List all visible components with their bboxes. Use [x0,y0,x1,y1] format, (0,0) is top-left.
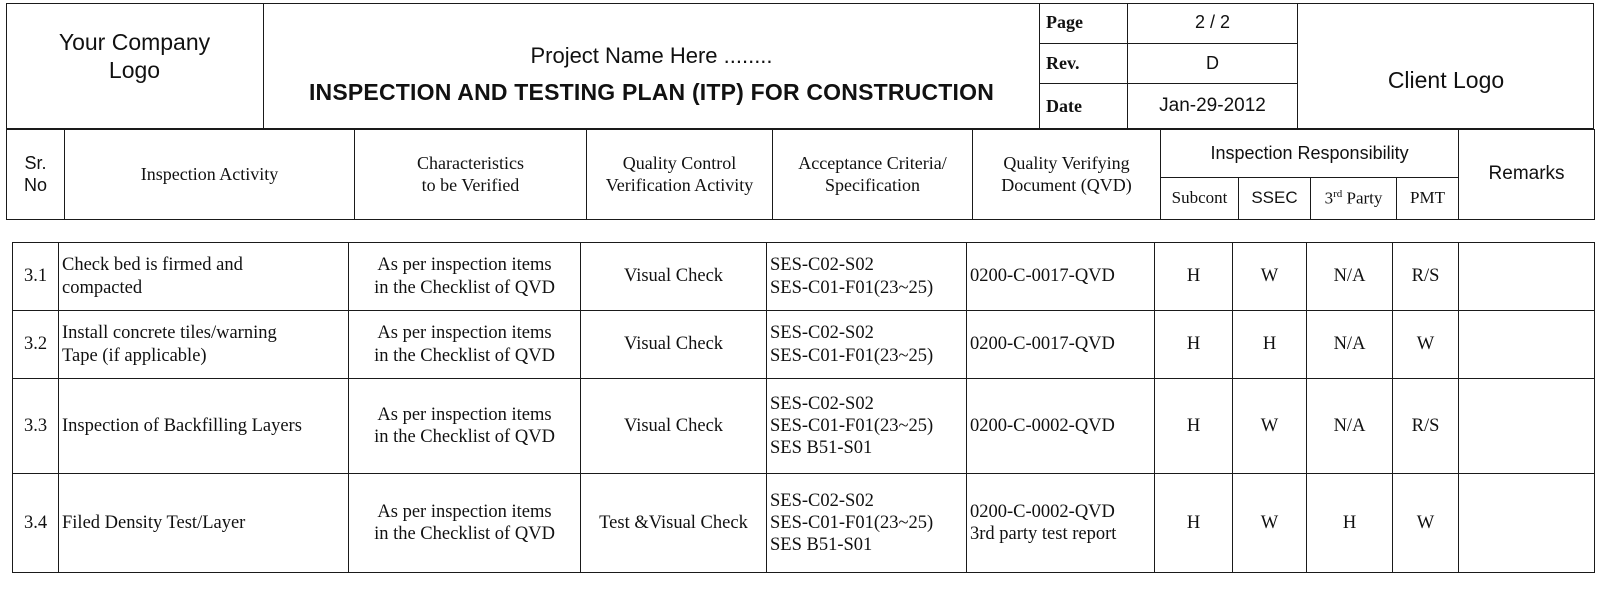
company-logo-cell [6,3,264,129]
cell-acceptance-line: SES-C01-F01(23~25) [770,277,934,298]
cell-remarks [1459,474,1595,573]
cell-subcont: H [1155,379,1233,474]
cell-acceptance [767,311,967,379]
cell-characteristics-line: As per inspection items [377,255,552,276]
cell-characteristics-line: As per inspection items [377,323,552,344]
cell-activity-line: Inspection of Backfilling Layers [62,415,302,436]
itp-body-table [12,242,1595,573]
cell-acceptance-line: SES-C01-F01(23~25) [770,512,934,533]
cell-characteristics-line: in the Checklist of QVD [374,277,555,298]
col-pmt: PMT [1397,178,1459,220]
cell-activity-line: Tape (if applicable) [62,345,207,366]
cell-activity [59,311,349,379]
col-ssec: SSEC [1239,178,1311,220]
cell-acceptance-line: SES-C02-S02 [770,323,874,344]
cell-sr-no: 3.4 [13,474,59,573]
table-row [13,243,1595,311]
client-logo: Client Logo [1387,67,1505,93]
cell-third-party: N/A [1307,311,1393,379]
table-row [13,474,1595,573]
cell-acceptance-line: SES-C02-S02 [770,255,874,276]
cell-qvd-line: 0200-C-0002-QVD [970,415,1115,436]
cell-third-party: H [1307,474,1393,573]
cell-ssec: W [1233,379,1307,474]
col-remarks: Remarks [1459,130,1595,220]
cell-pmt: W [1393,474,1459,573]
cell-activity [59,243,349,311]
cell-acceptance-line: SES B51-S01 [770,438,873,459]
project-name: Project Name Here ........ [530,43,773,68]
cell-qvd-line: 3rd party test report [970,524,1117,544]
cell-qc-activity: Visual Check [581,311,767,379]
cell-characteristics [349,474,581,573]
date-label: Date [1040,84,1128,129]
col-qvd: Quality Verifying Document (QVD) [973,130,1161,220]
cell-sr-no: 3.1 [13,243,59,311]
cell-qvd-line: 0200-C-0017-QVD [970,266,1115,287]
col-sr-no: Sr. No [7,130,65,220]
cell-third-party: N/A [1307,243,1393,311]
cell-subcont: H [1155,243,1233,311]
page-label: Page [1040,3,1128,44]
cell-activity-line: Check bed is firmed and [62,255,243,276]
col-subcont: Subcont [1161,178,1239,220]
cell-remarks [1459,243,1595,311]
cell-qc-activity: Test &Visual Check [581,474,767,573]
cell-acceptance-line: SES-C01-F01(23~25) [770,345,934,366]
cell-qvd-line: 0200-C-0017-QVD [970,334,1115,355]
cell-remarks [1459,379,1595,474]
col-inspection-activity: Inspection Activity [65,130,355,220]
col-third-party: 3rd Party [1311,178,1397,220]
cell-qvd [967,474,1155,573]
date-value: Jan-29-2012 [1128,84,1298,129]
cell-activity-line: Install concrete tiles/warning [62,323,277,344]
cell-activity [59,474,349,573]
cell-characteristics-line: As per inspection items [377,404,552,425]
cell-ssec: W [1233,474,1307,573]
cell-acceptance-line: SES B51-S01 [770,535,873,556]
cell-qvd [967,243,1155,311]
cell-sr-no: 3.3 [13,379,59,474]
company-logo: Your Company Logo [58,29,211,83]
page-value: 2 / 2 [1128,3,1298,44]
cell-pmt: W [1393,311,1459,379]
cell-qc-activity: Visual Check [581,243,767,311]
cell-acceptance-line: SES-C02-S02 [770,393,874,414]
cell-characteristics-line: in the Checklist of QVD [374,427,555,447]
cell-sr-no: 3.2 [13,311,59,379]
cell-qvd [967,311,1155,379]
cell-third-party: N/A [1307,379,1393,474]
cell-acceptance [767,379,967,474]
cell-activity-line: Filed Density Test/Layer [62,512,246,533]
cell-characteristics [349,379,581,474]
cell-qvd-line: 0200-C-0002-QVD [970,501,1115,522]
cell-acceptance [767,243,967,311]
cell-characteristics-line: in the Checklist of QVD [374,345,555,366]
cell-acceptance-line: SES-C01-F01(23~25) [770,415,934,436]
cell-remarks [1459,311,1595,379]
cell-acceptance [767,474,967,573]
cell-characteristics-line: As per inspection items [377,501,552,522]
rev-label: Rev. [1040,44,1128,84]
cell-characteristics-line: in the Checklist of QVD [374,524,555,544]
title-cell [264,3,1040,129]
page-title: INSPECTION AND TESTING PLAN (ITP) FOR CONSTRUCTION [308,79,995,106]
cell-pmt: R/S [1393,243,1459,311]
rev-value: D [1128,44,1298,84]
column-header-table [6,129,1595,220]
col-characteristics: Characteristics to be Verified [355,130,587,220]
cell-characteristics [349,243,581,311]
cell-pmt: R/S [1393,379,1459,474]
cell-ssec: W [1233,243,1307,311]
col-inspection-responsibility: Inspection Responsibility [1161,130,1459,178]
col-acceptance-criteria: Acceptance Criteria/ Specification [773,130,973,220]
cell-qc-activity: Visual Check [581,379,767,474]
cell-acceptance-line: SES-C02-S02 [770,490,874,511]
cell-characteristics [349,311,581,379]
table-row [13,311,1595,379]
table-row [13,379,1595,474]
cell-activity-line: compacted [62,277,143,298]
cell-ssec: H [1233,311,1307,379]
cell-qvd [967,379,1155,474]
cell-subcont: H [1155,474,1233,573]
cell-activity [59,379,349,474]
cell-subcont: H [1155,311,1233,379]
col-qc-verification: Quality Control Verification Activity [587,130,773,220]
